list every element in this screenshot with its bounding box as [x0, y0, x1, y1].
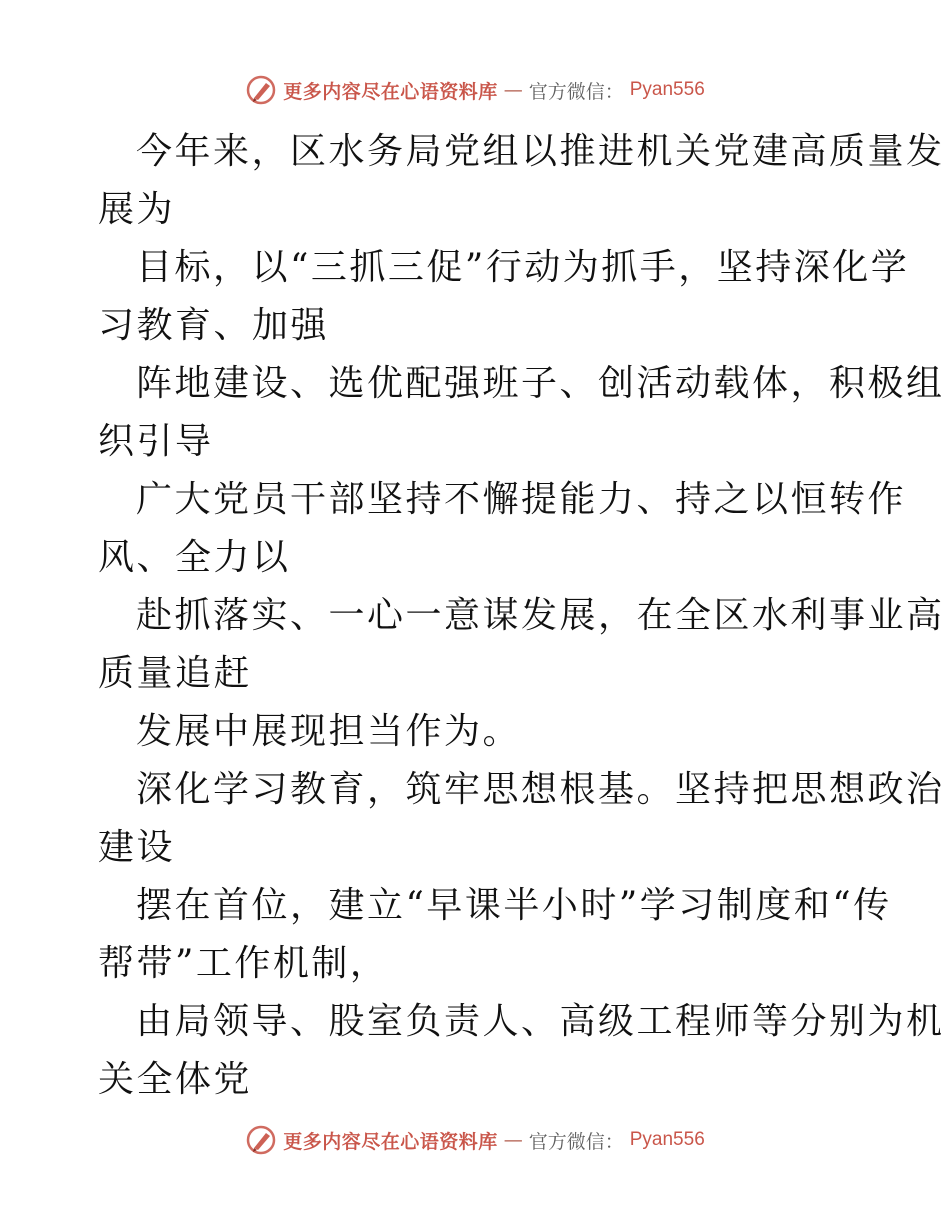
paragraph-line: 深化学习教育，筑牢思想根基。坚持把思想政治 — [136, 769, 945, 810]
footer-watermark-banner — [0, 1120, 950, 1160]
paragraph-line: 摆在首位，建立“早课半小时”学习制度和“传 — [136, 885, 892, 926]
banner-wechat-label: 官方微信： — [528, 1130, 624, 1153]
paragraph-line: 广大党员干部坚持不懈提能力、持之以恒转作 — [136, 479, 907, 520]
paragraph-line: 赴抓落实、一心一意谋发展，在全区水利事业高 — [136, 595, 945, 636]
banner-slogan: 更多内容尽在心语资料库 — [283, 80, 498, 103]
pen-logo-icon — [245, 1124, 277, 1156]
pen-logo-icon — [245, 74, 277, 106]
paragraph-line-wrap: 风、全力以 — [98, 537, 291, 578]
paragraph-line: 由局领导、股室负责人、高级工程师等分别为机 — [136, 1001, 945, 1042]
paragraph-line: 今年来，区水务局党组以推进机关党建高质量发 — [136, 131, 945, 172]
paragraph-line-wrap: 关全体党 — [98, 1059, 253, 1100]
paragraph-line: 目标，以“三抓三促”行动为抓手，坚持深化学 — [136, 247, 910, 288]
paragraph-line-wrap: 帮带”工作机制， — [98, 943, 389, 984]
paragraph-line-wrap: 展为 — [98, 189, 176, 230]
paragraph — [98, 123, 945, 239]
banner-wechat-label: 官方微信： — [528, 80, 624, 103]
paragraph — [98, 355, 945, 471]
document-body — [98, 123, 945, 1109]
banner-wechat-id: Pyan556 — [629, 1129, 705, 1150]
paragraph-line-wrap: 习教育、加强 — [98, 305, 330, 346]
paragraph — [98, 703, 858, 761]
banner-wechat-id: Pyan556 — [629, 79, 705, 100]
paragraph-line-wrap: 建设 — [98, 827, 176, 868]
paragraph — [98, 877, 892, 993]
paragraph — [98, 993, 945, 1109]
paragraph-line: 阵地建设、选优配强班子、创活动载体，积极组 — [136, 363, 945, 404]
paragraph-line: 发展中展现担当作为。 — [136, 711, 522, 752]
paragraph — [98, 761, 945, 877]
banner-separator: — — [503, 79, 523, 101]
paragraph-line-wrap: 质量追赶 — [98, 653, 253, 694]
paragraph-line-wrap: 织引导 — [98, 421, 214, 462]
paragraph — [98, 471, 907, 587]
header-watermark-banner — [0, 70, 950, 110]
paragraph — [98, 239, 910, 355]
banner-separator: — — [503, 1129, 523, 1151]
banner-slogan: 更多内容尽在心语资料库 — [283, 1130, 498, 1153]
paragraph — [98, 587, 945, 703]
